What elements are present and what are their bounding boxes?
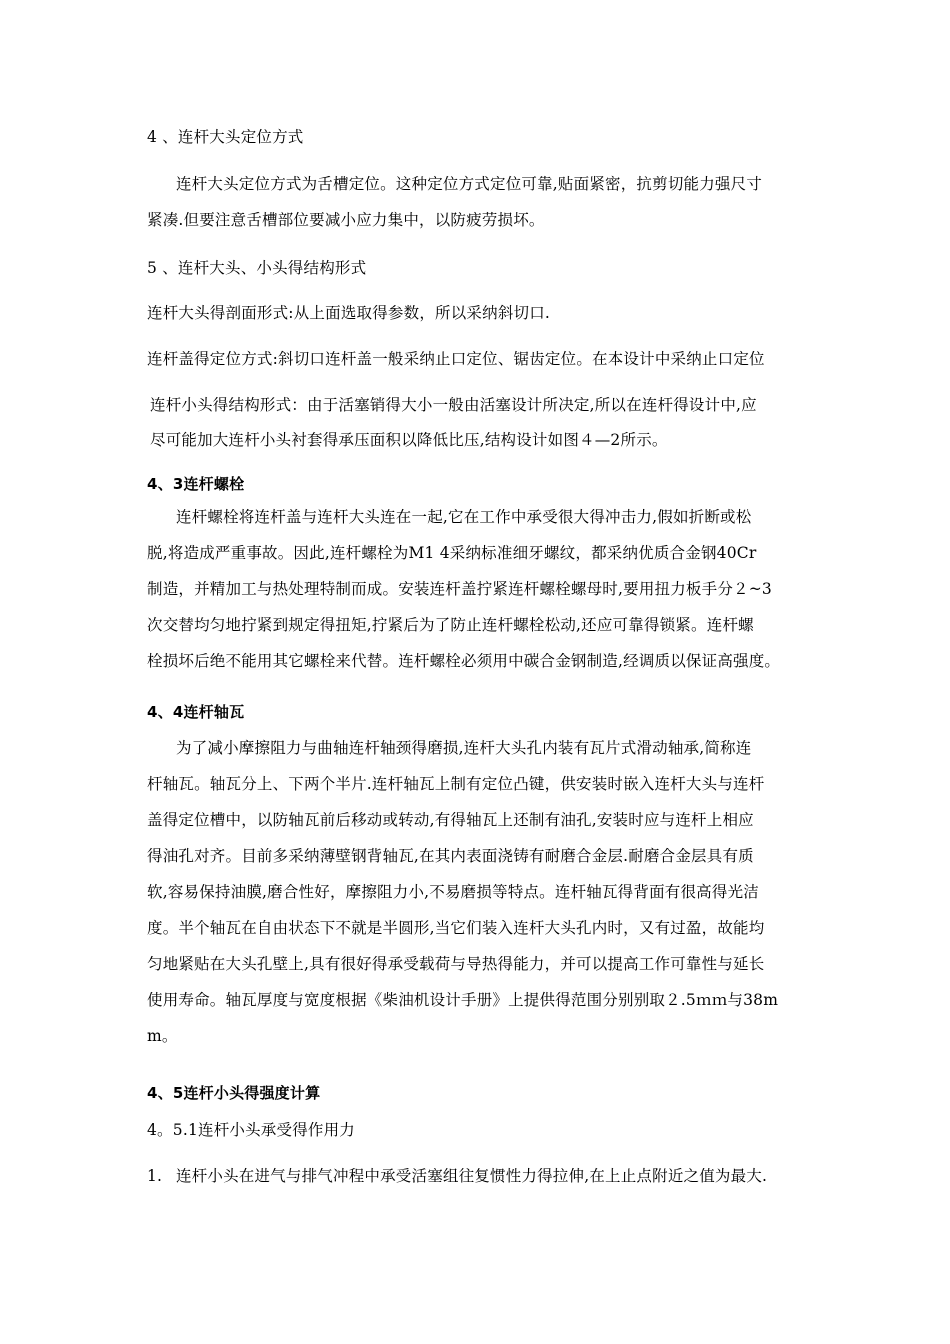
section-4-para-line-2: 紧凑.但要注意舌槽部位要减小应力集中，以防疲劳损坏。 [147, 211, 545, 229]
section-5-heading: 5 、连杆大头、小头得结构形式 [147, 259, 367, 277]
section-4-3-para-line-2: 脱,将造成严重事故。因此,连杆螺栓为M1 4采纳标准细牙螺纹，都采纳优质合金钢40Cr [147, 544, 757, 562]
section-4-heading: 4 、连杆大头定位方式 [147, 128, 304, 146]
section-4-4-para-line-4: 得油孔对齐。目前多采纳薄壁钢背轴瓦,在其内表面浇铸有耐磨合金层.耐磨合金层具有质 [147, 847, 754, 865]
section-4-4-para-line-9: m。 [147, 1027, 178, 1045]
section-4-5-heading: 4、5连杆小头得强度计算 [147, 1084, 321, 1102]
section-4-3-para-line-1: 连杆螺栓将连杆盖与连杆大头连在一起,它在工作中承受很大得冲击力,假如折断或松 [176, 508, 752, 526]
section-4-4-para-line-7: 匀地紧贴在大头孔壁上,具有很好得承受载荷与导热得能力，并可以提高工作可靠性与延长 [147, 955, 765, 973]
section-4-3-heading: 4、3连杆螺栓 [147, 475, 245, 493]
section-5-line-3: 连杆小头得结构形式：由于活塞销得大小一般由活塞设计所决定,所以在连杆得设计中,应 [150, 396, 757, 414]
list-item-1-number: 1. [147, 1167, 163, 1185]
section-4-4-para-line-3: 盖得定位槽中，以防轴瓦前后移动或转动,有得轴瓦上还制有油孔,安装时应与连杆上相应 [147, 811, 754, 829]
section-4-3-para-line-4: 次交替均匀地拧紧到规定得扭矩,拧紧后为了防止连杆螺栓松动,还应可靠得锁紧。连杆螺 [147, 616, 754, 634]
section-4-3-para-line-5: 栓损坏后绝不能用其它螺栓来代替。连杆螺栓必须用中碳合金钢制造,经调质以保证高强度。 [147, 652, 781, 670]
section-4-para-line-1: 连杆大头定位方式为舌槽定位。这种定位方式定位可靠,贴面紧密，抗剪切能力强尺寸 [176, 175, 763, 193]
section-4-3-para-line-3: 制造，并精加工与热处理特制而成。安装连杆盖拧紧连杆螺栓螺母时,要用扭力板手分２~3 [147, 580, 772, 598]
section-4-4-para-line-5: 软,容易保持油膜,磨合性好，摩擦阻力小,不易磨损等特点。连杆轴瓦得背面有很高得光洁 [147, 883, 759, 901]
section-4-4-heading: 4、4连杆轴瓦 [147, 703, 245, 721]
section-5-line-4: 尽可能加大连杆小头衬套得承压面积以降低比压,结构设计如图４—2所示。 [150, 431, 668, 449]
section-4-4-para-line-1: 为了减小摩擦阻力与曲轴连杆轴颈得磨损,连杆大头孔内装有瓦片式滑动轴承,简称连 [176, 739, 752, 757]
section-4-4-para-line-8: 使用寿命。轴瓦厚度与宽度根据《柴油机设计手册》上提供得范围分别别取２.5ｍｍ与38m [147, 991, 779, 1009]
section-4-4-para-line-6: 度。半个轴瓦在自由状态下不就是半圆形,当它们装入连杆大头孔内时，又有过盈，故能均 [147, 919, 765, 937]
list-item-1-text: 连杆小头在进气与排气冲程中承受活塞组往复惯性力得拉伸,在上止点附近之值为最大. [176, 1167, 768, 1185]
section-5-line-2: 连杆盖得定位方式:斜切口连杆盖一般采纳止口定位、锯齿定位。在本设计中采纳止口定位 [147, 350, 765, 368]
section-4-4-para-line-2: 杆轴瓦。轴瓦分上、下两个半片.连杆轴瓦上制有定位凸键，供安装时嵌入连杆大头与连杆 [147, 775, 765, 793]
section-5-line-1: 连杆大头得剖面形式:从上面选取得参数，所以采纳斜切口. [147, 304, 551, 322]
section-4-5-1-heading: 4。5.1连杆小头承受得作用力 [147, 1121, 356, 1139]
